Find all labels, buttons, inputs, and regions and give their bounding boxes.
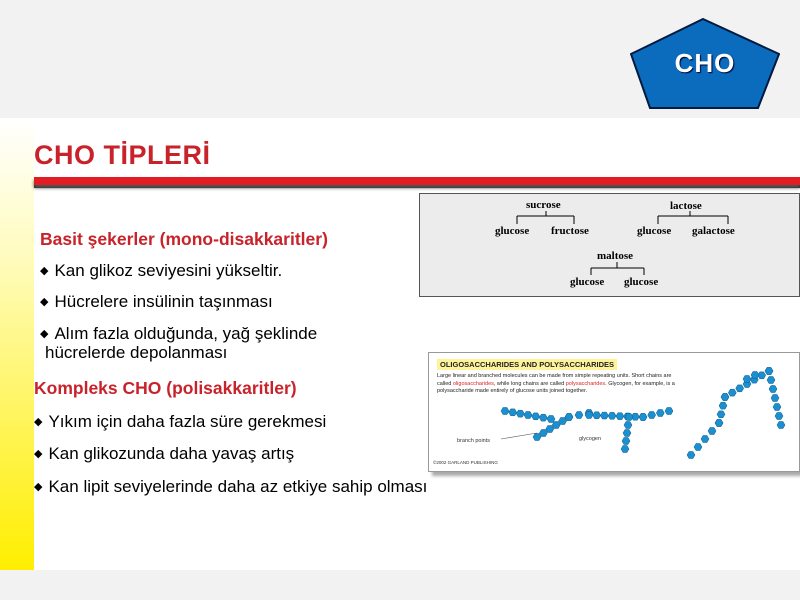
glucose-unit-icon — [743, 376, 751, 383]
glucose-unit-icon — [736, 385, 744, 392]
bullet-diamond-icon: ◆ — [34, 448, 43, 460]
complex-bullet-3 — [34, 477, 427, 497]
polysaccharide-figure — [428, 352, 800, 472]
complex-bullet-1 — [34, 412, 326, 432]
glucose-unit-icon — [608, 412, 616, 419]
sucrose-label: sucrose — [526, 199, 561, 211]
glucose-unit-icon — [622, 438, 630, 445]
glucose-unit-icon — [701, 436, 709, 443]
glucose-unit-icon — [767, 377, 775, 384]
glycogen-bead-chain — [429, 353, 799, 471]
glucose-unit-icon — [509, 409, 517, 416]
glucose-unit-icon — [600, 412, 608, 419]
bullet-diamond-icon: ◆ — [40, 328, 49, 340]
simple-bullet-3 — [40, 324, 317, 344]
glucose-unit-icon — [777, 422, 785, 429]
glucose-unit-icon — [532, 413, 540, 420]
glucose-unit-icon — [719, 402, 727, 409]
slide-title: CHO TİPLERİ — [34, 140, 211, 170]
bullet-text: Alım fazla olduğunda, yağ şeklinde — [54, 324, 318, 343]
glucose-unit-icon — [656, 410, 664, 417]
bullet-text: Hücrelere insülinin taşınması — [54, 292, 273, 311]
glucose-unit-icon — [539, 414, 547, 421]
disaccharide-figure — [419, 193, 800, 297]
title-rule — [34, 177, 800, 185]
bullet-diamond-icon: ◆ — [40, 296, 49, 308]
polysaccharide-figure-header: OLIGOSACCHARIDES AND POLYSACCHARIDES — [437, 359, 617, 370]
bullet-diamond-icon: ◆ — [34, 416, 43, 428]
lactose-label: lactose — [670, 200, 702, 212]
glucose-unit-icon — [665, 408, 673, 415]
bullet-diamond-icon: ◆ — [34, 481, 43, 493]
glucose-unit-icon — [721, 394, 729, 401]
maltose-glucose-label-1: glucose — [570, 276, 605, 288]
simple-bullet-2 — [40, 292, 273, 312]
glucose-unit-icon — [775, 413, 783, 420]
sucrose-glucose-label: glucose — [495, 225, 530, 237]
glucose-unit-icon — [708, 428, 716, 435]
glucose-unit-icon — [717, 411, 725, 418]
glucose-unit-icon — [501, 408, 509, 415]
bullet-diamond-icon: ◆ — [40, 265, 49, 277]
glucose-unit-icon — [547, 416, 555, 423]
glucose-unit-icon — [728, 389, 736, 396]
glucose-unit-icon — [639, 414, 647, 421]
caption-text: . Glycogen, for example, is a polysaccharide made entirely of glucose units joined together. — [437, 380, 675, 394]
lactose-glucose-label: glucose — [637, 225, 672, 237]
glucose-unit-icon — [773, 404, 781, 411]
lactose-galactose-label: galactose — [692, 225, 735, 237]
glucose-unit-icon — [516, 410, 524, 417]
glucose-unit-icon — [539, 430, 547, 437]
glucose-unit-icon — [559, 418, 567, 425]
bullet-text: Kan glikoz seviyesini yükseltir. — [54, 261, 283, 280]
figure-credit: ©2002 GARLAND PUBLISHING — [433, 460, 498, 465]
badge-label: CHO — [674, 48, 736, 78]
simple-bullet-3-cont: hücrelerde depolanması — [45, 343, 228, 362]
simple-sugars-heading: Basit şekerler (mono-disakkaritler) — [40, 229, 328, 249]
caption-highlight: polysaccharides — [565, 380, 606, 387]
glycogen-label: glycogen — [579, 436, 602, 442]
bullet-text: Kan lipit seviyelerinde daha az etkiye sahip olması — [48, 477, 428, 496]
sucrose-fructose-label: fructose — [551, 225, 589, 237]
glucose-unit-icon — [621, 446, 629, 453]
branch-points-label: branch points — [457, 438, 491, 444]
maltose-glucose-label-2: glucose — [624, 276, 659, 288]
glucose-unit-icon — [765, 368, 773, 375]
glucose-unit-icon — [585, 412, 593, 419]
glucose-unit-icon — [625, 414, 633, 421]
glucose-unit-icon — [565, 414, 573, 421]
glucose-unit-icon — [524, 412, 532, 419]
footer-band — [0, 570, 800, 600]
simple-bullet-1 — [40, 261, 282, 281]
glucose-unit-icon — [616, 413, 624, 420]
glucose-unit-icon — [624, 422, 632, 429]
bullet-text: Yıkım için daha fazla süre gerekmesi — [48, 412, 327, 431]
glucose-unit-icon — [546, 426, 554, 433]
glucose-unit-icon — [552, 422, 560, 429]
glucose-unit-icon — [648, 412, 656, 419]
glucose-unit-icon — [593, 412, 601, 419]
glucose-unit-icon — [623, 430, 631, 437]
maltose-label: maltose — [597, 250, 634, 262]
glucose-unit-icon — [687, 452, 695, 459]
glucose-unit-icon — [715, 420, 723, 427]
disaccharide-tree-lines — [420, 194, 799, 296]
caption-text: , while long chains are called — [493, 380, 566, 387]
complex-cho-heading: Kompleks CHO (polisakkaritler) — [34, 378, 297, 398]
complex-bullet-2 — [34, 444, 294, 464]
title-rule-shadow — [34, 185, 800, 188]
glucose-unit-icon — [771, 395, 779, 402]
left-accent-bar — [0, 118, 34, 570]
glucose-unit-icon — [694, 444, 702, 451]
glucose-unit-icon — [769, 386, 777, 393]
glucose-unit-icon — [533, 434, 541, 441]
bullet-text: Kan glikozunda daha yavaş artış — [48, 444, 295, 463]
caption-highlight: oligosaccharides — [452, 380, 494, 387]
branch-pointer-line — [501, 433, 537, 439]
glucose-unit-icon — [575, 412, 583, 419]
caption-text: Large linear and branched molecules can be made from simple repeating units. Short chains are called — [437, 373, 672, 387]
glucose-unit-icon — [751, 372, 759, 379]
